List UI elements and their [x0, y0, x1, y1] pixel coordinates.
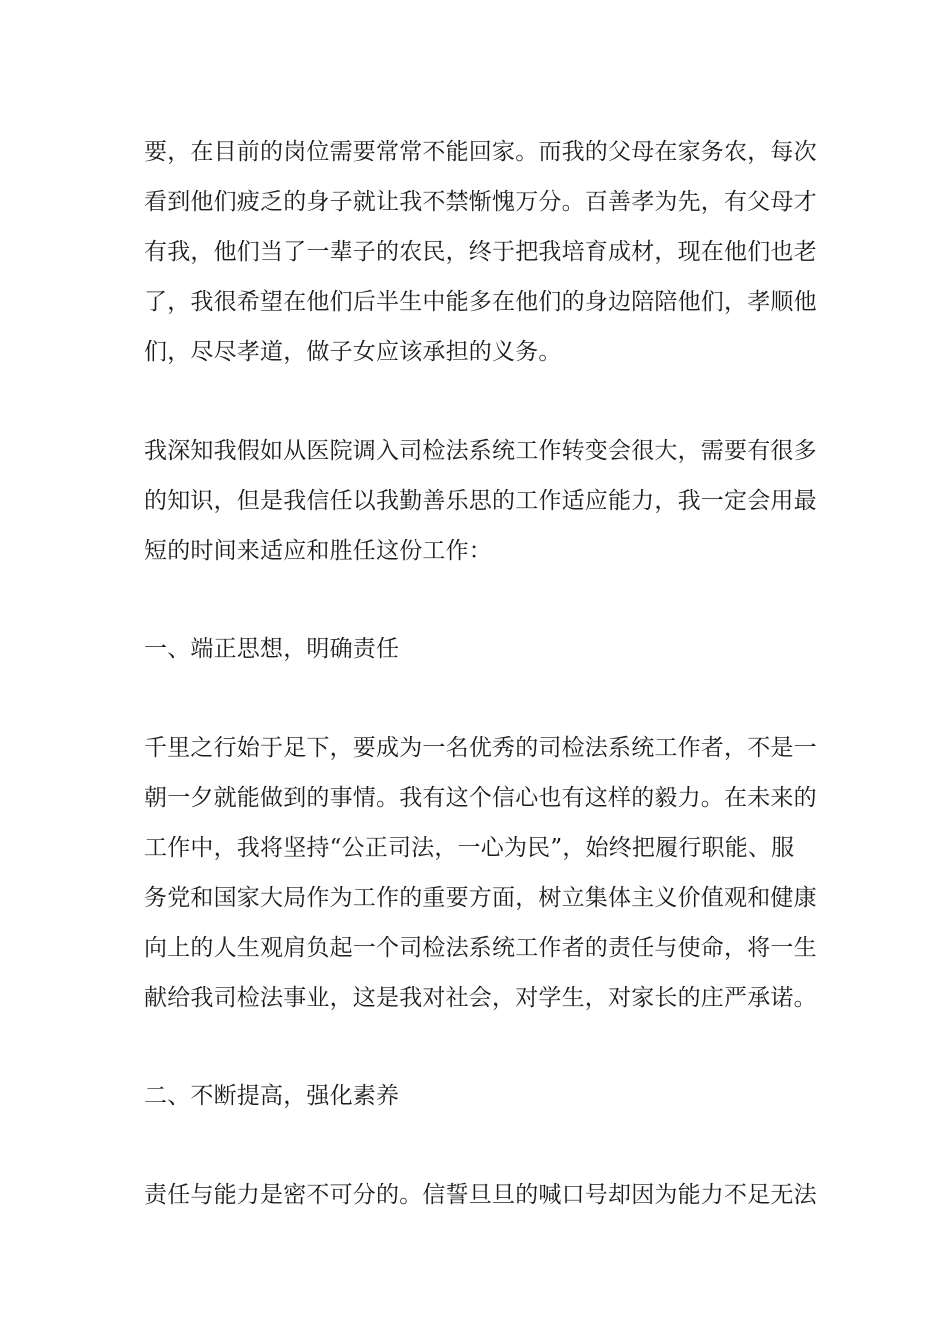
text-line: 千里之行始于足下，要成为一名优秀的司检法系统工作者，不是一	[144, 735, 817, 761]
paragraph-filial-duty	[144, 127, 817, 377]
text-line: 责任与能力是密不可分的。信誓旦旦的喊口号却因为能力不足无法	[144, 1182, 817, 1208]
section-heading-1	[144, 624, 814, 674]
text-line: 工作中，我将坚持“公正司法，一心为民”，始终把履行职能、服	[144, 835, 795, 861]
text-line: 了，我很希望在他们后半生中能多在他们的身边陪陪他们，孝顺他	[144, 289, 817, 315]
text-line: 向上的人生观肩负起一个司检法系统工作者的责任与使命，将一生	[144, 935, 817, 961]
text-line: 献给我司检法事业，这是我对社会，对学生，对家长的庄严承诺。	[144, 985, 817, 1011]
text-line: 短的时间来适应和胜任这份工作：	[144, 538, 492, 564]
text-line: 有我，他们当了一辈子的农民，终于把我培育成材，现在他们也老	[144, 239, 817, 265]
text-line: 我深知我假如从医院调入司检法系统工作转变会很大，需要有很多	[144, 438, 817, 464]
text-line: 要，在目前的岗位需要常常不能回家。而我的父母在家务农，每次	[144, 139, 817, 165]
heading-text: 二、不断提高，强化素养	[144, 1083, 400, 1109]
text-line: 看到他们疲乏的身子就让我不禁惭愧万分。百善孝为先，有父母才	[144, 189, 817, 215]
text-line: 们，尽尽孝道，做子女应该承担的义务。	[144, 339, 562, 365]
text-line: 务党和国家大局作为工作的重要方面，树立集体主义价值观和健康	[144, 885, 817, 911]
paragraph-commitment	[144, 723, 817, 1023]
paragraph-ability	[144, 1170, 817, 1220]
heading-text: 一、端正思想，明确责任	[144, 636, 400, 662]
text-line: 的知识，但是我信任以我勤善乐思的工作适应能力，我一定会用最	[144, 488, 817, 514]
paragraph-adaptation	[144, 426, 817, 576]
text-line: 朝一夕就能做到的事情。我有这个信心也有这样的毅力。在未来的	[144, 785, 817, 811]
section-heading-2	[144, 1071, 814, 1121]
